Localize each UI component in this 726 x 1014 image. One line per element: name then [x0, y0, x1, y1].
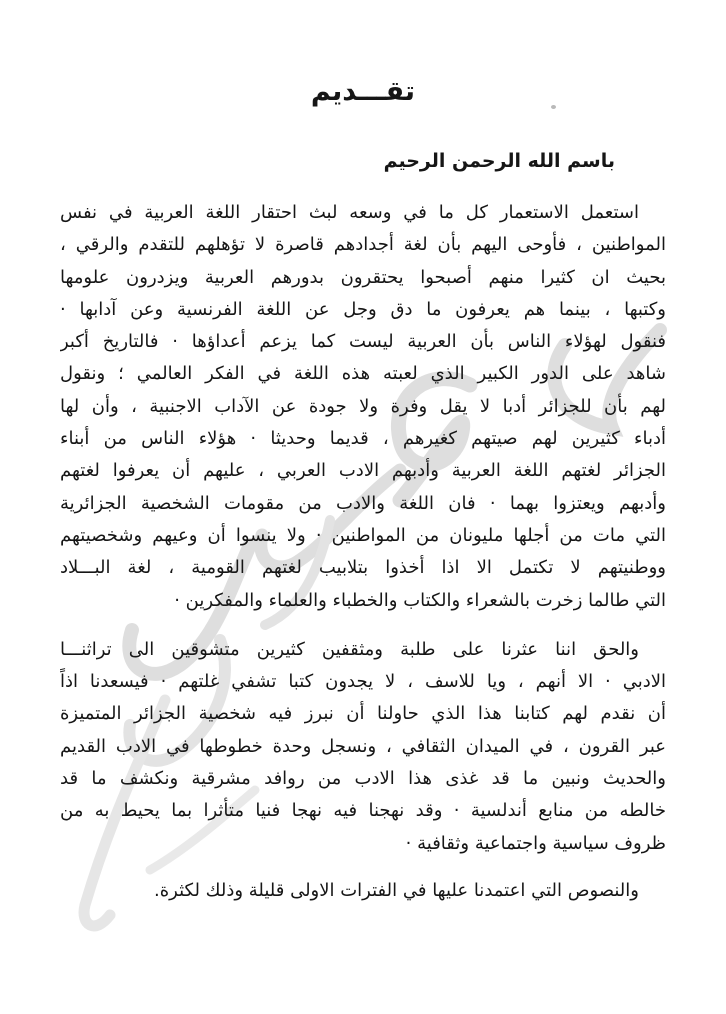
body-text [60, 197, 666, 907]
text-line: التي مات من أجلها مليونان من المواطنين · ولا ينسوا أن وعيهم وشخصيتهم [60, 524, 666, 546]
text-line: التي طالما زخرت بالشعراء والكتاب والخطباء والعلماء والمفكرين · [174, 589, 666, 611]
text-line: الادبي · الا أنهم ، ويا للاسف ، لا يجدون كتبا تشفي غلتهم · فيسعدنا اذاً [60, 671, 666, 693]
text-line: بحيث ان كثيرا منهم أصبحوا يحتقرون بدورهم العربية ويزدرون علومها [60, 266, 666, 288]
page-title: تقـــديم [310, 76, 416, 107]
text-line: ووطنيتهم لا تكتمل الا اذا أخذوا بتلابيب لغتهم القومية ، لغة البـــلاد [60, 557, 666, 579]
text-line: خالطه من منابع أندلسية · وقد نهجنا فيه نهجا فنيا متأثرا بما يحيط به من [60, 800, 666, 822]
text-line: أن نقدم لهم كتابنا هذا الذي حاولنا أن نبرز فيه شخصية الجزائر المتميزة [60, 703, 666, 725]
paragraph [60, 875, 666, 907]
text-line: الجزائر لغتهم اللغة العربية وأدبهم الادب العربي ، عليهم أن يعرفوا لغتهم [60, 460, 666, 482]
paragraph [60, 197, 666, 617]
text-line: عبر القرون ، في الميدان الثقافي ، ونسجل وحدة خطوطها في الادب القديم [60, 735, 666, 757]
text-line: ظروف سياسية واجتماعية وثقافية · [405, 832, 666, 854]
text-line: استعمل الاستعمار كل ما في وسعه لبث احتقار اللغة العربية في نفس [60, 202, 639, 223]
text-line: المواطنين ، فأوحى اليهم بأن لغة أجدادهم قاصرة لا تؤهلهم للتقدم والرقي ، [60, 234, 666, 256]
text-line: فنقول لهؤلاء الناس بأن العربية ليست كما يزعم أعداؤها · فالتاريخ أكبر [60, 331, 666, 353]
paragraph [60, 634, 666, 860]
text-line: شاهد على الدور الكبير الذي لعبته هذه اللغة في الفكر العالمي ؛ ونقول [60, 363, 666, 385]
text-line: والنصوص التي اعتمدنا عليها في الفترات الاولى قليلة وذلك لكثرة. [154, 879, 639, 901]
text-line: والحديث ونبين ما قد غذى هذا الادب من روافد مشرقية ونكشف ما قد [60, 768, 666, 790]
text-line: وأدبهم ويعتزوا بهما · فان اللغة والادب من مقومات الشخصية الجزائرية [60, 492, 666, 514]
text-line: والحق اننا عثرنا على طلبة ومثقفين كثيرين متشوقين الى تراثنـــا [60, 638, 639, 660]
text-line: لهم بأن للجزائر أدبا لا يقل وفرة ولا جودة عن الآداب الاجنبية ، وأن لها [60, 395, 666, 417]
text-line: وكتبها ، بينما هم يعرفون ما دق وجل عن اللغة الفرنسية وعن آدابها · [60, 298, 666, 320]
basmala-line: باسم الله الرحمن الرحيم [383, 150, 615, 172]
text-line: أدباء كثيرين لهم صيتهم كغيرهم ، قديما وحديثا · هؤلاء الناس من أبناء [60, 428, 666, 450]
